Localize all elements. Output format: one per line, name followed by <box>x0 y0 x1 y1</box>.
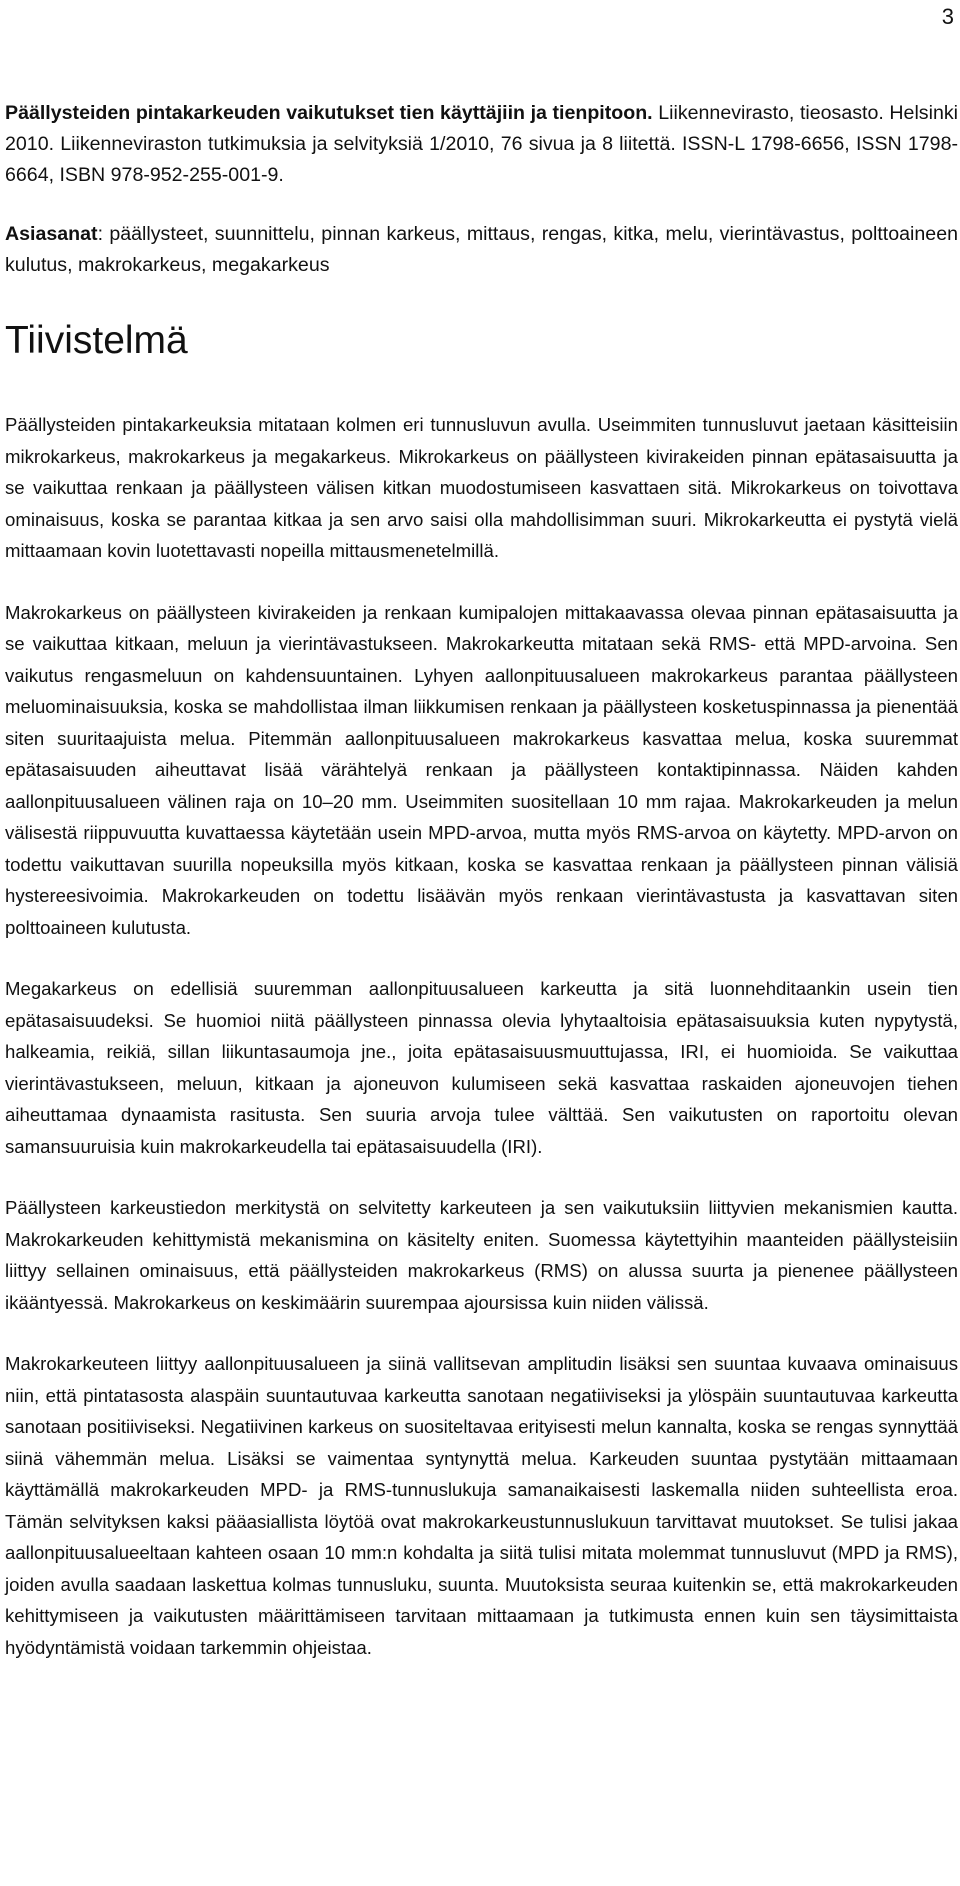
keywords <box>5 219 958 281</box>
report-title: Päällysteiden pintakarkeuden vaikutukset tien käyttäjiin ja tienpitoon. <box>5 102 653 124</box>
abstract-paragraph-3: Megakarkeus on edellisiä suuremman aallonpituusalueen karkeutta ja sitä luonnehditaankin usein tien epätasaisuudeksi. Se huomioi niitä päällysteen pinnassa olevia lyhytaaltoisia epätasaisuuksia kuten nypytystä, halkeamia, reikiä, sillan liikuntasaumoja jne., joita epätasaisuusmuuttujassa, IRI, ei huomioida. Se vaikuttaa vierintävastukseen, meluun, kitkaan ja ajoneuvon kulumiseen sekä kasvattaa raskaiden ajoneuvojen tiehen aiheuttamaa dynaamista rasitusta. Sen suuria arvoja tulee välttää. Sen vaikutusten on raportoitu olevan samansuuruisia kuin makrokarkeudella tai epätasaisuudella (IRI). <box>5 978 958 1157</box>
abstract-paragraph-5: Makrokarkeuteen liittyy aallonpituusalueen ja siinä vallitsevan amplitudin lisäksi sen suuntaa kuvaava ominaisuus niin, että pintatasosta alaspäin suuntautuvaa karkeutta sanotaan negatiiviseksi ja ylöspäin suuntautuvaa karkeutta sanotaan positiiviseksi. Negatiivinen karkeus on suositeltavaa erityisesti melun kannalta, koska se rengas synnyttää siinä vähemmän melua. Lisäksi se vaimentaa syntynyttä melua. Karkeuden suuntaa pystytään mittaamaan käyttämällä makrokarkeuden MPD- ja RMS-tunnuslukuja samanaikaisesti laskemalla niiden suhteellista eroa. Tämän selvityksen kaksi pääasiallista löytöä ovat makrokarkeustunnuslukuun tarvittavat muutokset. Se tulisi jakaa aallonpituusalueeltaan kahteen osaan 10 mm:n kohdalta ja siitä tulisi mitata molemmat tunnusluvut (MPD ja RMS), joiden avulla saadaan laskettua kolmas tunnusluku, suunta. Muutoksista seuraa kuitenkin se, että makrokarkeuden kehittymiseen ja vaikutusten määrittämiseen tarvitaan mittaamaan ja tutkimusta ennen kuin sen täysimittaista hyödyntämistä voidaan tarkemmin ohjeistaa. <box>5 1353 958 1658</box>
page-content <box>5 98 958 1693</box>
abstract-paragraph-1: Päällysteiden pintakarkeuksia mitataan kolmen eri tunnusluvun avulla. Useimmiten tunnusluvut jaetaan käsitteisiin mikrokarkeus, makrokarkeus ja megakarkeus. Mikrokarkeus on päällysteen kivirakeiden pinnan epätasaisuutta ja se vaikuttaa renkaan ja päällysteen välisen kitkan muodostumiseen kasvattaen sitä. Mikrokarkeus on toivottava ominaisuus, koska se parantaa kitkaa ja sen arvo saisi olla mahdollisimman suuri. Mikrokarkeutta ei pystytä vielä mittaamaan kovin luotettavasti nopeilla mittausmenetelmillä. <box>5 414 958 561</box>
abstract-paragraph-4: Päällysteen karkeustiedon merkitystä on selvitetty karkeuteen ja sen vaikutuksiin liittyvien mekanismien kautta. Makrokarkeuden kehittymistä mekanismina on käsitelty eniten. Suomessa käytettyihin maanteiden päällysteisiin liittyy sellainen ominaisuus, että päällysteiden makrokarkeus (RMS) on alussa suurta ja pienenee päällysteen ikääntyessä. Makrokarkeus on keskimäärin suurempaa ajoursissa kuin niiden välissä. <box>5 1197 958 1313</box>
abstract-heading: Tiivistelmä <box>5 319 188 362</box>
abstract-paragraph-2: Makrokarkeus on päällysteen kivirakeiden ja renkaan kumipalojen mittakaavassa olevaa pinnan epätasaisuutta ja se vaikuttaa kitkaan, meluun ja vierintävastukseen. Makrokarkeutta mitataan sekä RMS- että MPD-arvoina. Sen vaikutus rengasmeluun on kahdensuuntainen. Lyhyen aallonpituusalueen makrokarkeus parantaa päällysteen meluominaisuuksia, koska se mahdollistaa ilman liikkumisen renkaan ja päällysteen kosketuspinnassa ja pienentää siten suuritaajuista melua. Pitemmän aallonpituusalueen makrokarkeus kasvattaa melua, koska suuremmat epätasaisuuden aiheuttavat lisää värähtelyä renkaan ja päällysteen kontaktipinnassa. Näiden kahden aallonpituusalueen välinen raja on 10–20 mm. Useimmiten suositellaan 10 mm rajaa. Makrokarkeuden ja melun välisestä riippuvuutta kuvattaessa käytetään usein MPD-arvoa, mutta myös RMS-arvoa on käytetty. MPD-arvon on todettu vaikuttavan suurilla nopeuksilla myös kitkaan, koska se kasvattaa renkaan ja päällysteen pinnan välisiä hystereesivoimia. Makrokarkeuden on todettu lisäävän myös renkaan vierintävastusta ja kasvattavan siten polttoaineen kulutusta. <box>5 601 958 938</box>
keywords-label: Asiasanat <box>5 223 98 245</box>
bibliographic-reference <box>5 98 958 191</box>
keywords-list: : päällysteet, suunnittelu, pinnan karkeus, mittaus, rengas, kitka, melu, vierintävastus, polttoaineen kulutus, makrokarkeus, megakarkeus <box>5 223 958 276</box>
page-number: 3 <box>941 4 954 29</box>
publication-details: Liikennevirasto, tieosasto. Helsinki 2010. Liikenneviraston tutkimuksia ja selvityksiä 1/2010, 76 sivua ja 8 liitettä. ISSN-L 1798-6656, ISSN 1798-6664, ISBN 978-952-255-001-9. <box>5 102 959 186</box>
